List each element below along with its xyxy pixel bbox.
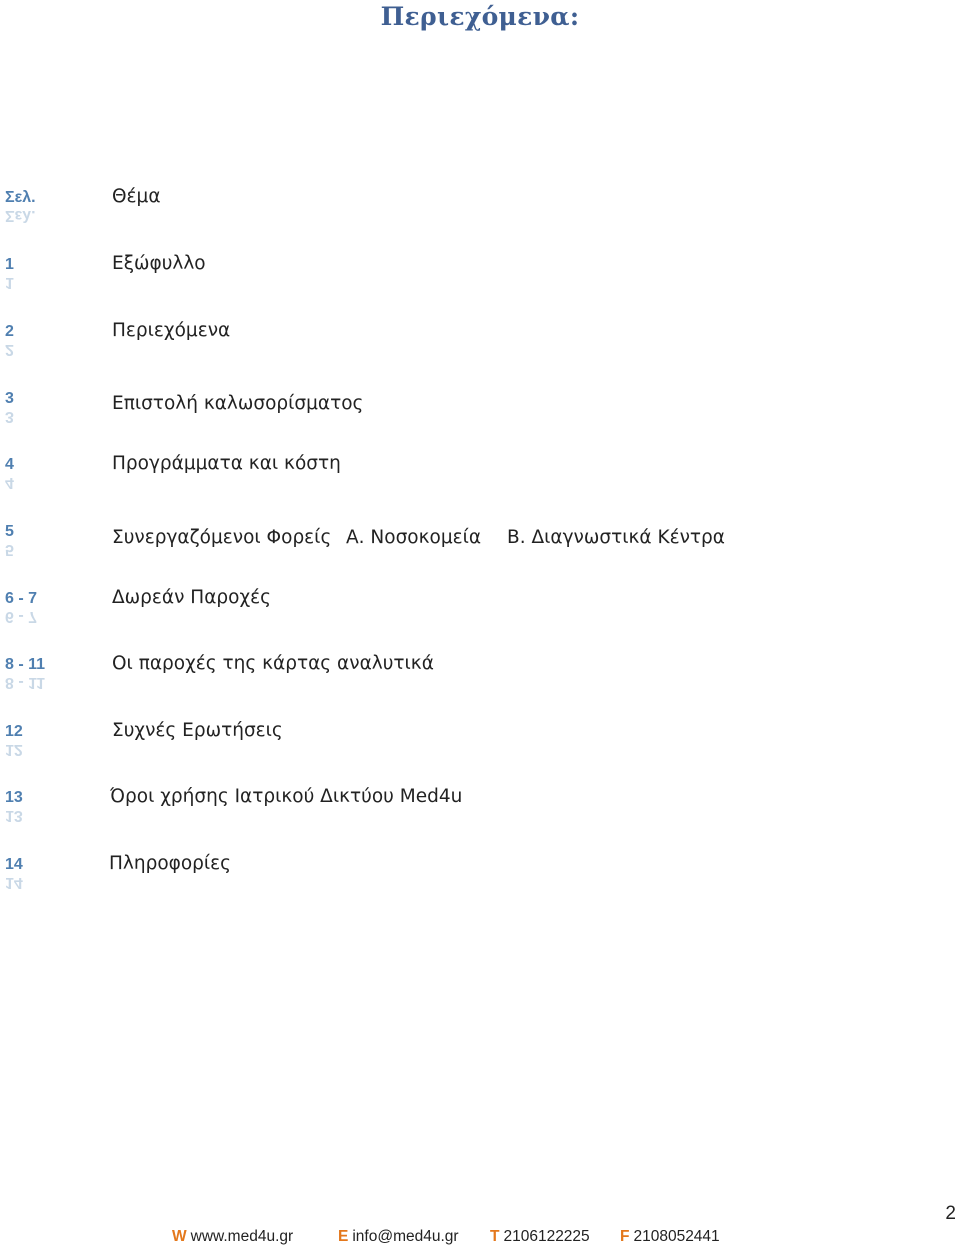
toc-entry-title: Δωρεάν Παροχές — [112, 587, 272, 608]
page-column-label-reflection: Σελ. — [5, 207, 36, 224]
footer-fax — [620, 1228, 720, 1246]
toc-page-number: 2 — [5, 323, 14, 340]
toc-page-number-reflection: 2 — [5, 341, 14, 358]
toc-page-number-reflection: 12 — [5, 741, 23, 758]
toc-page-number: 3 — [5, 390, 14, 407]
toc-header — [0, 186, 960, 229]
toc-entry-subsection-a: Α. Νοσοκομεία — [346, 527, 482, 548]
toc-entry — [0, 320, 960, 363]
toc-entry — [0, 786, 960, 829]
topic-column-label: Θέμα — [112, 186, 161, 207]
footer-email — [338, 1228, 490, 1246]
toc-entry-title: Επιστολή καλωσορίσματος — [112, 393, 364, 414]
toc-entry — [0, 453, 960, 496]
toc-entry-title: Εξώφυλλο — [112, 253, 206, 274]
footer-email-letter: E — [338, 1228, 349, 1245]
toc-entry-title: Περιεχόμενα — [112, 320, 231, 341]
toc-entry — [0, 720, 960, 763]
footer-web-letter: W — [172, 1228, 187, 1245]
page-column-label: Σελ. — [5, 189, 36, 206]
toc-page-number: 8 - 11 — [5, 656, 46, 673]
footer-web-link[interactable]: www.med4u.gr — [190, 1228, 294, 1245]
toc-page-number-reflection: 14 — [5, 874, 23, 891]
toc-entry-title: Συνεργαζόμενοι Φορείς — [112, 527, 332, 548]
toc-entry — [0, 653, 960, 696]
toc-entry — [0, 390, 960, 430]
toc-entry-title: Συχνές Ερωτήσεις — [112, 720, 283, 741]
toc-entry-title: Προγράμματα και κόστη — [112, 453, 341, 474]
toc-page-number-reflection: 4 — [5, 474, 14, 491]
toc-page-number: 6 - 7 — [5, 590, 38, 607]
footer-email-link[interactable]: info@med4u.gr — [352, 1228, 459, 1245]
toc-page-number-reflection: 1 — [5, 274, 14, 291]
page-title: Περιεχόμενα: — [380, 2, 580, 31]
footer-fax-value: 2108052441 — [633, 1228, 720, 1245]
toc-entry-subsection-b: Β. Διαγνωστικά Κέντρα — [507, 527, 725, 548]
toc-page-number-reflection: 6 - 7 — [5, 608, 38, 625]
footer-tel — [490, 1228, 620, 1246]
page-number: 2 — [945, 1203, 956, 1224]
footer-fax-letter: F — [620, 1228, 630, 1245]
toc-entry — [0, 587, 960, 630]
toc-entry-title: Οι παροχές της κάρτας αναλυτικά — [112, 653, 434, 674]
toc-page-number-reflection: 13 — [5, 807, 23, 824]
toc-page-number-reflection: 3 — [5, 408, 14, 425]
toc-page-number: 13 — [5, 789, 23, 806]
toc-page-number: 5 — [5, 523, 14, 540]
toc-entry — [0, 523, 960, 563]
toc-entry-title: Όροι χρήσης Ιατρικού Δικτύου Med4u — [110, 786, 463, 807]
footer-tel-letter: T — [490, 1228, 500, 1245]
footer-contact — [172, 1228, 720, 1246]
toc-page-number: 1 — [5, 256, 14, 273]
toc-page-number-reflection: 8 - 11 — [5, 674, 46, 691]
toc-page-number-reflection: 5 — [5, 541, 14, 558]
toc-entry — [0, 853, 960, 896]
toc-page-number: 14 — [5, 856, 23, 873]
footer-web — [172, 1228, 338, 1246]
footer-tel-value: 2106122225 — [503, 1228, 590, 1245]
toc-entry-title: Πληροφορίες — [109, 853, 232, 874]
toc-page-number: 4 — [5, 456, 14, 473]
toc-entry — [0, 253, 960, 296]
toc-page-number: 12 — [5, 723, 23, 740]
